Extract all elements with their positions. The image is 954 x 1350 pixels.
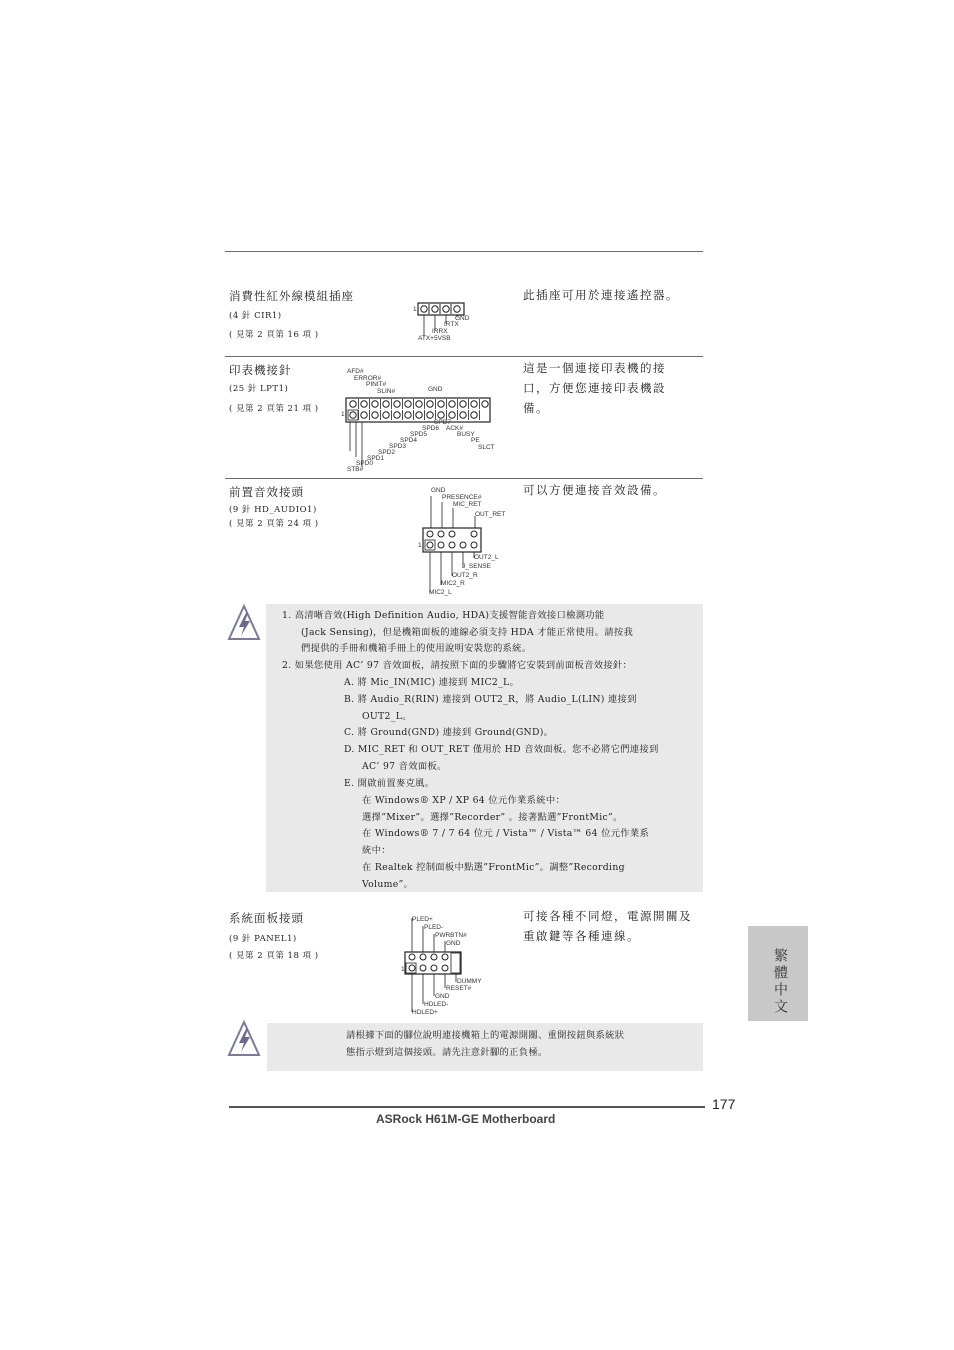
note-line: 統中： bbox=[362, 845, 391, 856]
cir-pin-irrx: IRRX bbox=[432, 328, 448, 335]
panel-desc-line: 重啟鍵等各種連線。 bbox=[523, 929, 640, 943]
lpt-pin-spd4: SPD4 bbox=[400, 437, 417, 444]
note-line: (Jack Sensing)，但是機箱面板的連線必須支持 HDA 才能正常使用。請按我 bbox=[301, 627, 634, 638]
lpt-pin-slct: SLCT bbox=[478, 444, 495, 451]
note-line: 們提供的手冊和機箱手冊上的使用說明安裝您的系統。 bbox=[301, 643, 532, 654]
panel-title: 系統面板接頭 bbox=[229, 911, 304, 925]
lpt-pin-one: 1 bbox=[341, 411, 345, 418]
audio-pin-one: 1 bbox=[418, 542, 422, 549]
note-line: 2. 如果您使用 AC’ 97 音效面板，請按照下面的步驟將它安裝到前面板音效接針： bbox=[282, 660, 633, 671]
cir-spec: (4 針 CIR1) bbox=[229, 311, 282, 321]
lpt-pin-spd0: SPD0 bbox=[356, 460, 373, 467]
section-divider bbox=[225, 356, 703, 357]
top-rule bbox=[225, 251, 703, 252]
audio-pin-mic2-l: MIC2_L bbox=[429, 589, 452, 596]
panel-pin-pled-plus: PLED+ bbox=[412, 916, 433, 923]
lpt-pin-spd2: SPD2 bbox=[378, 449, 395, 456]
note-line: 選擇”Mixer”。選擇”Recorder” 。接著點選”FrontMic”。 bbox=[362, 812, 623, 823]
panel-pin-hdled-plus: HDLED+ bbox=[412, 1009, 438, 1016]
audio-title: 前置音效接頭 bbox=[229, 485, 304, 499]
lpt-pin-spd5: SPD5 bbox=[410, 431, 427, 438]
cir-pin-irtx: IRTX bbox=[444, 321, 459, 328]
audio-warning-icon bbox=[226, 603, 262, 643]
lpt-pin-spd1: SPD1 bbox=[367, 455, 384, 462]
lpt-desc-line: 這是一個連接印表機的接 bbox=[523, 361, 666, 375]
note-line: D. MIC_RET 和 OUT_RET 僅用於 HD 音效面板。您不必將它們連接到 bbox=[344, 744, 659, 755]
cir-title: 消費性紅外線模組插座 bbox=[229, 289, 354, 303]
audio-pin-out2-l: OUT2_L bbox=[474, 554, 499, 561]
audio-pin-j-sense: J_SENSE bbox=[462, 563, 491, 570]
panel-pin-dummy: DUMMY bbox=[457, 978, 482, 985]
note-line: E. 開啟前置麥克風。 bbox=[344, 778, 435, 789]
audio-spec: (9 針 HD_AUDIO1) bbox=[229, 505, 317, 515]
panel-pin-gnd-top: GND bbox=[446, 940, 461, 947]
lpt-ref: ( 見第 2 頁第 21 項 ) bbox=[229, 404, 319, 414]
audio-pin-gnd: GND bbox=[431, 487, 446, 494]
note-line: AC’ 97 音效面板。 bbox=[362, 761, 447, 772]
audio-ref: ( 見第 2 頁第 24 項 ) bbox=[229, 519, 319, 529]
lpt-pin-stb: STB# bbox=[347, 466, 364, 473]
panel-desc-line: 可接各種不同燈，電源開關及 bbox=[523, 909, 692, 923]
cir-description bbox=[523, 285, 679, 305]
lpt-pin-slin: SLIN# bbox=[377, 388, 396, 395]
cir-desc-line: 此插座可用於連接遙控器。 bbox=[523, 288, 679, 302]
note-line: 在 Windows® 7 / 7 64 位元 / Vista™ / Vista™ 64 位元作業系 bbox=[362, 828, 650, 839]
lpt-pin-spd6: SPD6 bbox=[422, 425, 439, 432]
lpt-pin-pinit: PINIT# bbox=[366, 381, 387, 388]
lpt-desc-line: 備。 bbox=[523, 401, 549, 415]
lpt-title: 印表機接針 bbox=[229, 363, 292, 377]
panel-pin-gnd-bottom: GND bbox=[435, 993, 450, 1000]
panel-pin-hdled-minus: HDLED- bbox=[424, 1001, 449, 1008]
panel-warning-icon bbox=[226, 1019, 262, 1059]
panel-pin-reset: RESET# bbox=[446, 985, 472, 992]
note-line: A. 將 Mic_IN(MIC) 連接到 MIC2_L。 bbox=[344, 677, 520, 688]
panel-pin-pled-minus: PLED- bbox=[424, 924, 444, 931]
page-number: 177 bbox=[712, 1096, 736, 1112]
lpt-pin-error: ERROR# bbox=[354, 375, 382, 382]
lpt-description bbox=[523, 358, 666, 418]
audio-pin-mic2-r: MIC2_R bbox=[441, 580, 465, 587]
audio-pin-out2-r: OUT2_R bbox=[452, 572, 478, 579]
lpt-pin-spd7: SPD7 bbox=[434, 419, 451, 426]
cir-pin-one: 1 bbox=[413, 306, 417, 313]
cir-pin-atx5vsb: ATX+5VSB bbox=[418, 335, 451, 342]
audio-pin-out-ret: OUT_RET bbox=[475, 511, 506, 518]
lpt-pin-ack: ACK# bbox=[446, 425, 463, 432]
lpt-pin-afd: AFD# bbox=[347, 368, 364, 375]
lpt-pin-pe: PE bbox=[471, 437, 480, 444]
footer-rule bbox=[229, 1106, 705, 1108]
panel-pin-pwrbtn: PWRBTN# bbox=[435, 932, 467, 939]
language-tab bbox=[748, 926, 808, 1021]
note-line: 請根據下面的腳位說明連接機箱上的電源開關、重開按鈕與系統狀 bbox=[346, 1030, 625, 1041]
cir-ref: ( 見第 2 頁第 16 項 ) bbox=[229, 330, 319, 340]
panel-ref: ( 見第 2 頁第 18 項 ) bbox=[229, 951, 319, 961]
language-tab-label: 繁體中文 bbox=[772, 948, 788, 1016]
note-line: Volume”。 bbox=[362, 879, 414, 890]
lpt-pin-busy: BUSY bbox=[457, 431, 475, 438]
panel-spec: (9 針 PANEL1) bbox=[229, 934, 297, 944]
audio-pin-presence: PRESENCE# bbox=[442, 494, 482, 501]
footer-title: ASRock H61M-GE Motherboard bbox=[376, 1112, 556, 1126]
note-line: 在 Windows® XP / XP 64 位元作業系統中： bbox=[362, 795, 566, 806]
cir-pin-gnd: GND bbox=[455, 315, 470, 322]
note-line: 態指示燈到這個接頭。請先注意針腳的正負極。 bbox=[346, 1047, 548, 1058]
audio-pin-mic-ret: MIC_RET bbox=[453, 501, 482, 508]
panel-description bbox=[523, 906, 692, 946]
lpt-spec: (25 針 LPT1) bbox=[229, 384, 289, 394]
section-divider bbox=[225, 478, 703, 479]
audio-description bbox=[523, 480, 666, 500]
lpt-desc-line: 口，方便您連接印表機設 bbox=[523, 381, 666, 395]
note-line: OUT2_L。 bbox=[362, 711, 412, 722]
panel-pin-one: 1 bbox=[401, 966, 405, 973]
note-line: B. 將 Audio_R(RIN) 連接到 OUT2_R，將 Audio_L(LIN) 連接到 bbox=[344, 694, 637, 705]
audio-desc-line: 可以方便連接音效設備。 bbox=[523, 483, 666, 497]
note-line: C. 將 Ground(GND) 連接到 Ground(GND)。 bbox=[344, 727, 554, 738]
note-line: 1. 高清晰音效(High Definition Audio, HDA)支援智能音效接口檢測功能 bbox=[282, 610, 605, 621]
note-line: 在 Realtek 控制面板中點選”FrontMic”。調整”Recording bbox=[362, 862, 625, 873]
lpt-pin-spd3: SPD3 bbox=[389, 443, 406, 450]
lpt-pin-gnd: GND bbox=[428, 386, 443, 393]
